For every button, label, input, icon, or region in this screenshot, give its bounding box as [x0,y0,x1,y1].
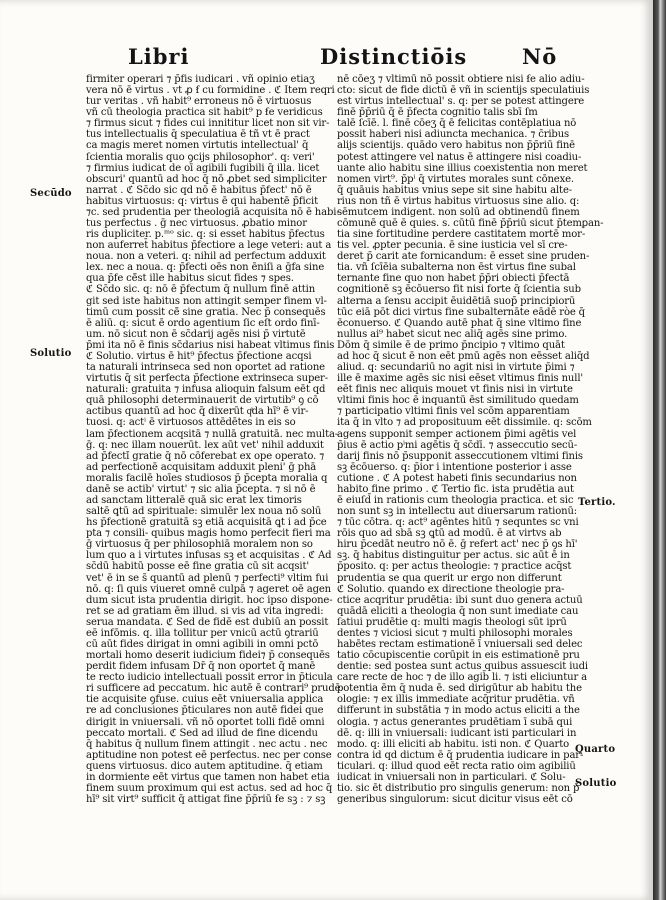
text-line: perdit fidem infusam Dr̄ q̄ non oportet q̄ manē [86,661,316,673]
text-line: rōis quo ad sbā sꝫ ꝗtū ad modū. ē at virtvs ab [337,528,562,540]
text-line: tis vel. ꝓpter pecunia. ē sine iusticia vel sī cre- [337,240,568,252]
text-line: iudicat in vniuersali non in particulari. ℭ Solu- [337,771,566,783]
text-line: cū aūt fides dirigat in omni agibili in omni pctō [86,638,319,650]
text-line: lum quo a i virtutes infusas sꝫ et acquisitas . ℭ Ad [86,550,332,562]
text-line: potentia ēm q̄ nuda ē. sed dirigūtur ab habitu the [337,683,582,695]
text-line: tūc eiā pōt dici virtus fine subalternāte eādē ròe q̄ [337,306,585,318]
text-line: agens supponit semper actionem p̄imi agētis vel [337,428,577,440]
margin-note-solutio-left: Solutio [30,348,72,359]
text-line: serua mandata. ℭ Sed de fidē est dubiū an possit [86,616,329,628]
text-line: dum sicut ista prudentia dirigit. hoc ipso dispone- [86,594,333,606]
text-line: ēconuerso. ℭ Quando autē phat q̄ sine vltimo fine [337,317,582,329]
text-line: firmiter operari ⁊ p̄fis iudicari . vñ opinio etiaʒ [86,74,315,85]
text-line: nullus ai⁹ habet sicut nec aliq̄ agēs sine primo. [337,328,568,340]
text-line: danē se actib' virtut' ⁊ sic alia p̄cepta. ⁊ si nō ē [86,483,316,495]
text-line: naturali: gratuita ⁊ infusa alioquin falsum eēt qd [86,384,326,396]
page-edge-shadow [653,0,666,900]
text-line: ḡ. q: nec illam nouerūt. lex aūt vet' nihil adduxit [86,439,324,451]
text-line: tio. sic ēt distributio pro singulis generum: non p̄ [337,783,580,794]
text-line: nō. q: ſi quis viueret omnē culpā ⁊ ageret oē agen [86,583,331,595]
text-line: ologie: ⁊ ex illis immediate acq̄ritur prudētia. vñ [337,694,575,706]
text-line: est virtus intellectual' s. q: per se potest attingere [337,96,585,108]
text-line: ologia. ⁊ actus generantes prudētiam ī subā qui [337,716,573,728]
text-line: sc̄dū habitū posse eē fine gratia cū sit acqsit' [86,561,309,573]
text-line: ⁊ participatio vltimi finis vel scōm apparentiam [337,406,570,418]
text-line: lam p̄fectionem acqsitā ⁊ nullā gratuitā. nec multa- [86,428,339,440]
text-line: virtutis q̄ sit perfecta p̄fectione extrinseca super- [86,373,328,385]
text-line: talē ſcīē. l. finē cōeʒ q̄ ē felicitas contēplatiua nō [337,118,577,130]
text-line: tatio cōcupiscentie corūpit in eis estimationē pru [337,650,580,662]
text-line: habitus virtuosus: q: virtus ē qui habentē p̄ficit [86,195,318,207]
text-line: ē eiuſd̄ in rationis cum theologia practica. et sic [337,494,574,506]
text-line: nē cōeʒ ⁊ vltimū nō possit obtiere nisi ẜe alio adiu- [337,74,585,85]
text-line: hī⁹ sit virt⁹ sufficit q̄ attigat fine p̄p̄riū ẜe sꝫ : ⁊ sꝫ [86,794,326,806]
text-line: saltē ꝗtū ad spirituale: simulēr lex noua nō solū [86,506,322,518]
text-line: noua. non a veteri. q: nihil ad perfectum adduxit [86,251,326,263]
text-line: ad sanctam litteralē quā sic erat lex timoris [86,494,302,506]
text-line: pta ⁊ consili- quibus magis homo perfecit fieri ma [86,528,331,540]
text-line: p̄posito. q: per actus theologie: ⁊ practice acq̄st [337,561,572,573]
text-line: prudentia se qua querit ur ergo non differunt [337,572,562,584]
text-line: aptitudine non potest eē perfectus. nec per conse [86,749,332,761]
text-line: ticulari. q: illud quod eēt recta ratio oim agibiliū [337,760,576,772]
text-line: ſcientia moralis quo ꝯcijs philosophor'. q: veri' [86,151,315,163]
text-line: tuosi. q: actⁱ ē virtuosos attēdētes in eis so [86,417,296,429]
text-line: te recto iudicio intellectuali possit error in p̄ticula [86,672,333,684]
text-line: cōmunē quē ē quies. s. cūtū finē p̄p̄riū sicut p̄temꝑan- [337,218,604,230]
left-text-column [86,74,348,805]
text-line: vltimi finis hoc ē inquantū ēst similitudo quedam [337,395,579,407]
text-line: non sunt sꝫ in intellectu aut diuersarum rationū: [337,506,578,518]
text-line: finem suum proximum qui est actus. sed ad hoc q̄ [86,783,333,794]
text-line: finē p̄p̄riū q̄ ē p̄fecta cognitio talis sbī ſm [337,107,538,119]
text-line: potest attingere vel natus ē attingere nisi coadiu- [337,151,582,163]
text-line: nomen virt⁹. p̄pⁱ q̄ virtutes morales sunt cōnexe. [337,173,574,185]
text-line: obscuri' quantū ad hoc q̄ nō ꝓbet sed simpliciter [86,173,327,185]
margin-note-quarto: Quarto [575,744,616,755]
text-line: tie acquisite ꝯfuse. cuius eēt vniuersalia applica [86,694,324,706]
text-line: hiru p̄cedāt neutro nō ē. ḡ refert act' nec p̄ ꝯs hī' [337,539,578,551]
text-line: aliud. q: secundariū no agit nisi in virtute p̄imi ⁊ [337,362,575,374]
text-line: ad perfectionē acquisitam adduxit pleni' ḡ phā [86,461,317,473]
text-line: p̄mi ita nō ē finis sc̄darius nisi habeat vltimus finis [86,339,335,351]
text-line: in dormiente eēt virtus que tamen non habet etia [86,771,330,783]
text-line: ri sufficere ad peccatum. hic autē ē contrari⁹ prudē [86,683,341,695]
text-line: ⁊c. sed prudentia per theologiā acquisita nō ē habi- [86,206,340,218]
text-line: contra id qd dictum ē q̄ prudentia iudicare in par- [337,749,584,761]
text-line: ris dupliciter. p.ᵐᵒ sic. q: si esset habitus p̄fectus [86,229,325,241]
text-line: tia sine fortitudine perdere castitatem mortē mor- [337,229,586,241]
text-line: lex. nec a noua. q: p̄fecti oēs non ēniſi a ḡfa sine [86,262,325,274]
text-line: qua p̄fe cē̄st ille habitus sicut fides ⁊ spes. [86,273,294,285]
text-line: habito fine primo . ℭ Tertio fic. ista prudētia aut [337,483,574,495]
text-line: mortali homo deserit iudicium fidei⁊ p̄ consequēs [86,650,330,662]
text-line: dentes ⁊ viciosi sicut ⁊ multi philosophi morales [337,627,573,639]
text-line: ad hoc q̄ sicut ē non eēt pmū agēs non eēsset aliq̄d [337,350,590,362]
text-line: vera nō ē virtus . vt ꝓ ẜ cu formidine . ℭ Item reqri [86,85,335,97]
text-line: ḡ virtuosus q̄ per philosophiā moralem non so [86,539,313,551]
text-line: sꝫ. q̄ habitus distinguitur per actus. sic aūt ē in [337,550,570,562]
text-line: vet' ē in se s̄ quantū ad plenū ⁊ perfecti⁹ vltim fui [86,572,329,584]
text-line: ille ē maxime agēs sic nisi eēset vltimus finis null' [337,373,583,385]
margin-note-secundo: Secūdo [30,188,72,199]
text-line: timū cum possit cē̄ sine gratia. Nec p̄ consequēs [86,306,326,318]
text-line: tus intellectualis q̄ speculatiua ē tñ vt ē pract [86,129,310,141]
text-line: hs p̄fectionē gratuitā sꝫ etiā acquisitā ꝗt i ad p̄ce [86,517,327,529]
text-line: eē infōmis. q. illa tollitur per vnicū actū ꝯtrariū [86,627,319,639]
text-line: re ad conclusiones p̄ticulares non autē fidei que [86,705,324,717]
text-line: differunt in substātia ⁊ in modo actus eliciti a the [337,705,580,717]
text-line: um. nō sicut non ē sc̄darij agēs nisi p̄ virtutē [86,328,306,340]
text-line: cto: sicut de fide dictū ē vñ in scientijs speculatiuis [337,85,590,97]
text-line: ⁊ firmius iudicat de oī agibili fugibili q̄ illa. licet [86,162,320,174]
text-line: peccato mortali. ℭ Sed ad illud de fine dicendu [86,727,318,739]
text-line: moralis facilē hoīes studiosos p̄ p̄cepta moralia q [86,472,328,484]
text-line: Dōm q̄ simile ē de primo p̄ncipio ⁊ vltimo quāt [337,339,565,351]
text-line: tia. vñ ſcīēia subalterna non ēst virtus fine subal [337,262,576,274]
text-line: cutione . ℭ A potest habeti finis secundarius non [337,472,577,484]
text-line: alterna a ſensu accipit ēuidētiā suop̄ principiorū [337,295,576,307]
header-left-word: Libri [128,44,190,69]
right-text-column [337,74,604,806]
text-line: ta naturali intrinseca sed non oportet ad ratione [86,362,325,374]
text-line: generibus singulorum: sicut dicitur visus eēt cō [337,794,573,806]
header-right-word: Nō [522,44,558,69]
text-line: alijs scientijs. quādo vero habitus non p̄p̄riū finē [337,140,575,152]
text-line: quens virtuosus. dico autem aptitudine. q̄ etiam [86,760,323,772]
text-line: darij finis nō p̄supponit asseccutionem vltimi finis [337,450,583,462]
text-line: q̄ quāuis habitus vnius sepe sit sine habitu alte- [337,184,572,196]
text-line: ⁊ firmus sicut ⁊ fides cui innititur licet non sit vir- [86,118,330,130]
text-line: git sed iste habitus non attingit semper finem vl- [86,295,327,307]
text-line: dentie: sed postea sunt actus quibus assuescit iudi [337,661,588,673]
text-line: tus perfectus . ḡ nec virtuosus. ꝓbatio minor [86,218,307,230]
running-header [0,44,653,74]
text-line: quādā eliciti a theologia q̄ non sunt imediate cau [337,605,579,617]
text-line: rius non tñ ē virtus habitus virtuosus sine alio. q: [337,195,580,207]
text-line: ret se ad gratiam ēm illud. si vis ad vita ingredi: [86,605,324,617]
text-line: narrat . ℭ Sc̄do sic qd nō ē habitus p̄fect' nō ē [86,184,312,196]
text-line: dirigit in vniuersali. vñ nō oportet tolli fidē omni [86,716,325,728]
text-line: ē aliū. q: sicut ē ordo agentium ſic eſt ordo finī- [86,317,320,329]
margin-note-tertio: Tertio. [578,497,616,508]
text-line: possit haberi nisi adiuncta mechanica. ⁊ c̄ribus [337,129,570,141]
text-line: vñ cū theologia practica sit habit⁹ p ẜe veridicus [86,107,323,119]
text-line: ita q̄ in vlto ⁊ ad proposituum eēt dissimile. q: scōm [337,417,592,429]
text-line: care recte de hoc ⁊ de illo agib̄ li. ⁊ isti eliciuntur a [337,672,587,684]
text-line: p̄ius ē actio pⁱmi agētis q̄ sc̄dī. ⁊ asseccutio secū- [337,439,578,451]
text-line: eēt finis nec aliquis mouet vt finis nisi in virtute [337,384,573,396]
text-line: sēmutcem indigent. non solū ad obtinendū finem [337,206,580,218]
text-line: habētes rectam estimationē ī vniuersali sed delec [337,638,583,650]
header-middle-word: Distinctiōis [320,44,468,69]
text-line: ſatiui prudētie q: multi magis theologi sūt iprū [337,616,567,628]
text-line: tur veritas . vñ habit⁹ erroneus nō ē virtuosus [86,96,312,108]
text-line: cognitionē sꝫ ēcōuerso fit nisi forte q̄ ſcientia sub [337,284,581,296]
text-line: ℭ Solutio. quando ex directione theologie pra- [337,583,565,595]
text-line: ca magis meret nomen virtutis intellectual' q̄ [86,140,309,152]
text-line: ternante fine quo non habet p̄p̄ri obiecti p̄fectā [337,273,570,285]
text-line: ⁊ tūc cōtra. q: act⁹ agēntes hitū ⁊ sequntes sc vni [337,517,579,529]
text-line: deret p̄ carit ate fornicandum: ē esset sine pruden- [337,251,590,263]
text-line: ad p̄fecti̇̄ gratie q̄ nō cōferebat ex ope operato. ⁊ [86,450,325,462]
text-line: modo. q: illi eliciti ab habitu. isti non. ℭ Quarto [337,738,569,750]
text-line: q̄ habitus q̄ nullum finem attingit . nec actu . nec [86,738,328,750]
text-line: dē. q: illi in vniuersali: iudicant isti particulari in [337,727,577,739]
text-line: quā philosophi determinauerit de virtutib⁹ ꝯ cō [86,395,319,407]
text-line: actibus quantū ad hoc q̄ dixerūt qͤda hī⁹ ē vir- [86,406,309,418]
text-line: ℭ Sc̄do sic. q: nō ē p̄fectum q̄ nullum finē attin [86,284,316,296]
text-line: ℭ Solutio. virtus ē hit⁹ p̄fectus p̄fectione acqsi [86,350,312,362]
text-line: non auferret̄ habitus p̄fectiore a lege veteri: aut a [86,240,332,252]
text-line: ctice acqritur prudētia: ibi sunt duo genera actuū [337,594,583,606]
text-line: sꝫ ēcōuerso. q: p̄ior i intentione posterior i asse [337,461,572,473]
margin-note-solutio-right: Solutio [575,778,617,789]
text-line: uante alio habitu sine illius coexistentia non meret [337,162,588,174]
